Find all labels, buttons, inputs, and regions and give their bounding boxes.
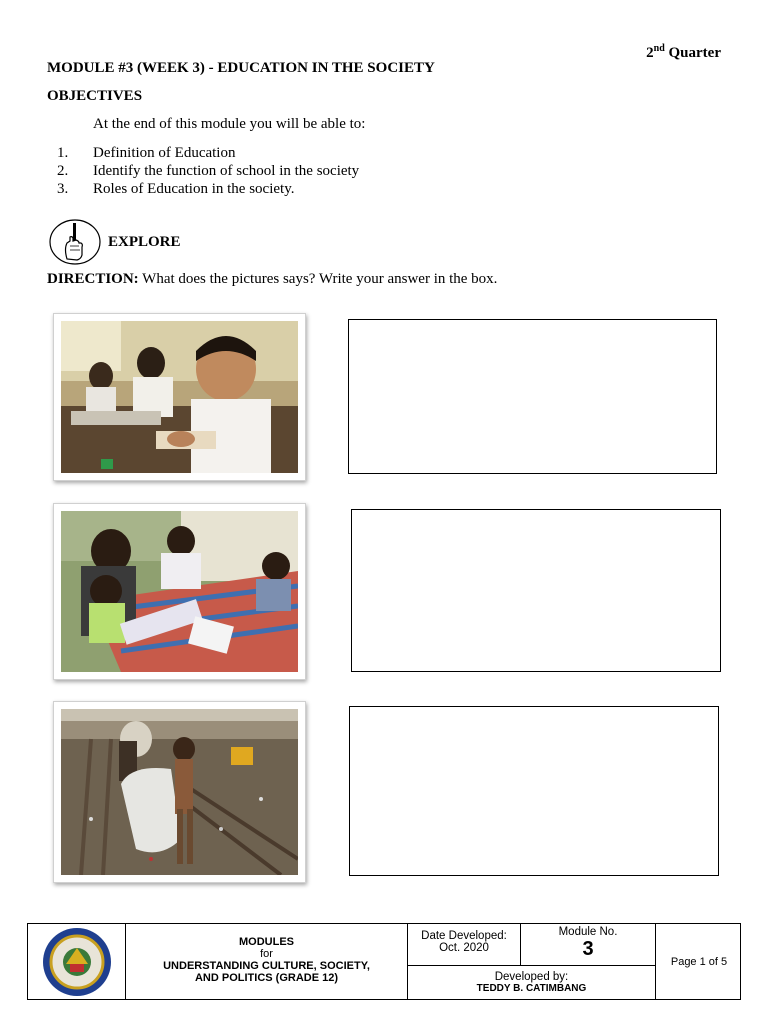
footer-info-cell [408, 924, 656, 999]
answer-box-3[interactable] [349, 706, 719, 876]
date-developed: Date Developed: Oct. 2020 [408, 924, 521, 965]
quarter-label: 2nd Quarter [646, 43, 721, 61]
objectives-heading: OBJECTIVES [47, 88, 143, 104]
footer-title-cell [126, 924, 408, 999]
module-title: MODULE #3 (WEEK 3) - EDUCATION IN THE SOCIETY [47, 60, 435, 76]
page-number: Page 1 of 5 [670, 955, 728, 968]
footer-for: for [260, 948, 273, 960]
hand-pencil-icon [49, 219, 101, 265]
objective-item: 2. Identify the function of school in the society [57, 163, 360, 179]
developed-by: Developed by: TEDDY B. CATIMBANG [476, 971, 587, 994]
objective-item: 1. Definition of Education [57, 145, 236, 161]
family-reading-photo [53, 503, 306, 680]
school-seal-icon [28, 924, 126, 999]
direction-text: DIRECTION: What does the pictures says? Write your answer in the box. [47, 271, 498, 287]
module-number: Module No. 3 [558, 926, 618, 960]
objectives-intro: At the end of this module you will be able to: [93, 116, 366, 132]
objective-item: 3. Roles of Education in the society. [57, 181, 295, 197]
explore-heading: EXPLORE [108, 234, 181, 250]
objectives-list [57, 144, 359, 198]
module-footer [27, 923, 741, 1000]
classroom-photo [53, 313, 306, 481]
school-logo-cell [28, 924, 126, 999]
footer-title: MODULES [239, 936, 294, 948]
footer-subject-line2: AND POLITICS (GRADE 12) [194, 972, 338, 984]
child-scavenger-photo [53, 701, 306, 883]
answer-box-2[interactable] [351, 509, 721, 672]
footer-subject-line1: UNDERSTANDING CULTURE, SOCIETY, [163, 960, 370, 972]
answer-box-1[interactable] [348, 319, 717, 474]
